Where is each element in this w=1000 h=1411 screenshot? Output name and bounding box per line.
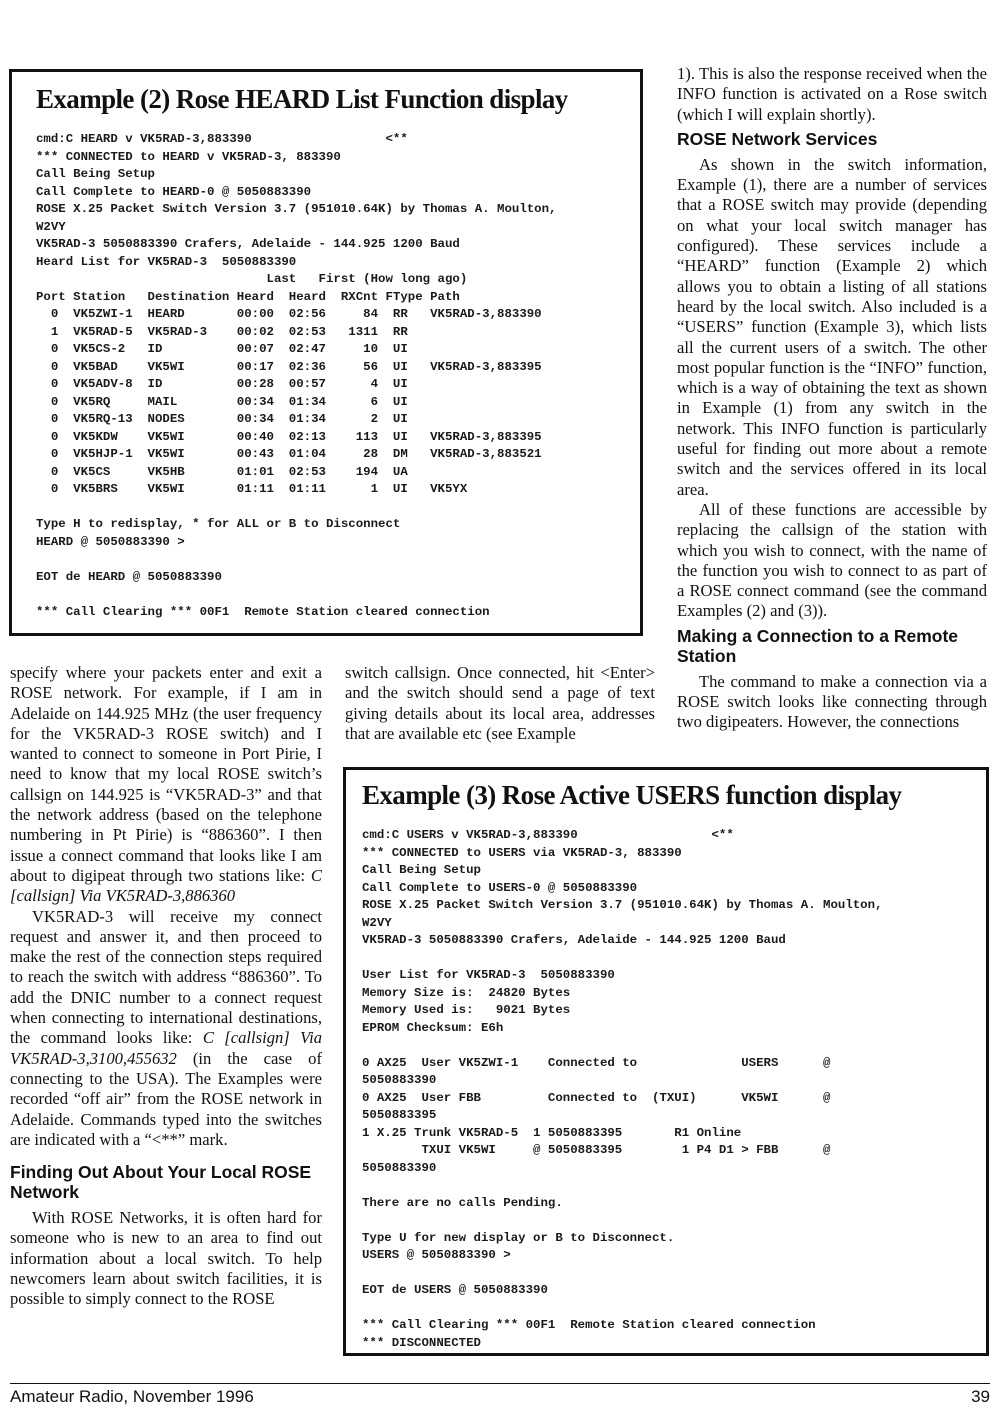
listing-line: 0 VK5HJP-1 VK5WI 00:43 01:04 28 DM VK5RAD-3,883521	[36, 447, 542, 461]
listing-line	[362, 1177, 986, 1195]
listing-line: EOT de USERS @ 5050883390	[362, 1283, 548, 1297]
left-column	[10, 663, 322, 1310]
listing-line: User List for VK5RAD-3 5050883390	[362, 968, 615, 982]
listing-line: VK5RAD-3 5050883390 Crafers, Adelaide - 144.925 1200 Baud	[362, 933, 786, 947]
listing-line: 0 VK5RQ-13 NODES 00:34 01:34 2 UI	[36, 412, 408, 426]
paragraph-text: (in the case of connecting to the USA). The Examples were recorded “off air” from the ROSE network in Adelaide. Commands typed into the switches are indicated with a “<**” mark.	[10, 1048, 322, 1149]
listing-line	[362, 950, 986, 968]
heading-making-a-connection: Making a Connection to a Remote Station	[677, 625, 958, 666]
listing-line: W2VY	[36, 219, 66, 234]
listing-line: 0 VK5BRS VK5WI 01:11 01:11 1 UI VK5YX	[36, 482, 468, 496]
listing-line	[36, 586, 640, 604]
example3-listing	[362, 827, 986, 1352]
paragraph	[10, 663, 322, 907]
command-example: C [callsign] Via VK5RAD-3,886360	[10, 865, 322, 906]
example2-title: Example (2) Rose HEARD List Function display	[36, 84, 568, 114]
listing-line: EPROM Checksum: E6h	[362, 1020, 504, 1035]
listing-line: 0 VK5CS-2 ID 00:07 02:47 10 UI	[36, 342, 408, 356]
listing-line: Call Complete to HEARD-0 @ 5050883390	[36, 184, 312, 199]
listing-line: Memory Size is: 24820 Bytes	[362, 985, 571, 1000]
listing-line: USERS @ 5050883390 >	[362, 1248, 511, 1262]
listing-line: Memory Used is: 9021 Bytes	[362, 1003, 571, 1017]
listing-line: *** Call Clearing *** 00F1 Remote Station cleared connection	[36, 604, 490, 619]
middle-column	[345, 663, 655, 744]
listing-line: cmd:C USERS v VK5RAD-3,883390 <**	[362, 828, 734, 842]
listing-line	[362, 1265, 986, 1283]
listing-line: TXUI VK5WI @ 5050883395 1 P4 D1 > FBB @	[362, 1143, 831, 1157]
listing-line: HEARD @ 5050883390 >	[36, 534, 185, 549]
listing-line: *** CONNECTED to HEARD v VK5RAD-3, 883390	[36, 149, 341, 164]
listing-line: Port Station Destination Heard Heard RXCnt FType Path	[36, 289, 460, 304]
heading-finding-out: Finding Out About Your Local ROSE Network	[10, 1162, 312, 1203]
listing-line: 1 X.25 Trunk VK5RAD-5 1 5050883395 R1 Online	[362, 1125, 742, 1140]
listing-line: Last First (How long ago)	[36, 272, 468, 286]
listing-line	[362, 1212, 986, 1230]
listing-line	[362, 1037, 986, 1055]
listing-line: 0 VK5CS VK5HB 01:01 02:53 194 UA	[36, 464, 408, 479]
listing-line	[362, 1300, 986, 1318]
listing-line	[36, 499, 640, 517]
listing-line: Call Being Setup	[36, 167, 155, 181]
listing-line: 0 VK5ADV-8 ID 00:28 00:57 4 UI	[36, 377, 408, 391]
listing-line: Type H to redisplay, * for ALL or B to Disconnect	[36, 517, 401, 531]
listing-line: Call Complete to USERS-0 @ 5050883390	[362, 880, 638, 895]
listing-line: ROSE X.25 Packet Switch Version 3.7 (951010.64K) by Thomas A. Moulton,	[36, 202, 557, 216]
example2-listing	[36, 131, 640, 621]
listing-line: VK5RAD-3 5050883390 Crafers, Adelaide - 144.925 1200 Baud	[36, 237, 460, 251]
listing-line	[36, 551, 640, 569]
page-number: 39	[971, 1387, 990, 1406]
listing-line: Call Being Setup	[362, 863, 481, 877]
listing-line: *** DISCONNECTED	[362, 1335, 481, 1350]
listing-line: *** Call Clearing *** 00F1 Remote Station cleared connection	[362, 1318, 816, 1332]
listing-line: 0 VK5RQ MAIL 00:34 01:34 6 UI	[36, 394, 408, 409]
paragraph-text: VK5RAD-3 will receive my connect request and answer it, and then proceed to make the rest of the connection steps required to reach the switch with address “886360”. To add the DNIC number to a connect request when connecting to international destinations, the command looks like:	[10, 906, 322, 1048]
example3-box	[343, 767, 989, 1356]
paragraph-text: specify where your packets enter and exit a ROSE network. For example, if I am in Adelaide on 144.925 MHz (the user frequency for the VK5RAD-3 ROSE switch) and I wanted to connect to someone in Port Pirie, I need to know that my local ROSE switch’s callsign on 144.925 is “VK5RAD-3” and that the network address (based on the telephone numbering in Pt Pirie) is “886360”. I then issue a connect command that looks like I am about to digipeat through two stations like:	[10, 663, 322, 885]
listing-line: cmd:C HEARD v VK5RAD-3,883390 <**	[36, 132, 408, 146]
page-footer	[10, 1383, 990, 1407]
paragraph: The command to make a connection via a ROSE switch looks like connecting through two digipeaters. However, the connections	[677, 671, 987, 732]
listing-line: 5050883390	[362, 1160, 437, 1175]
paragraph	[10, 907, 322, 1151]
paragraph: As shown in the switch information, Example (1), there are a number of services that a ROSE switch may provide (depending on what your local switch manager has configured). These services include a “HEARD” function (Example 2) which allows you to obtain a listing of all stations heard by the local switch. Also included is a “USERS” function (Example 3), which lists all the current users of a switch. The other most popular function is the “INFO” function, which is a way of obtaining the text as shown in Example (1) from any switch in the network. This INFO function is particularly useful for finding out more about a remote switch and the services offered in its local area.	[677, 154, 987, 499]
paragraph: All of these functions are accessible by replacing the callsign of the station with which you wish to connect, with the name of the function you wish to connect to as part of a ROSE connect command (see the command Examples (2) and (3)).	[677, 499, 987, 621]
example3-title: Example (3) Rose Active USERS function display	[362, 780, 902, 810]
heading-rose-network-services: ROSE Network Services	[677, 128, 878, 149]
right-column-top	[677, 64, 987, 733]
listing-line: Heard List for VK5RAD-3 5050883390	[36, 254, 297, 269]
example2-box	[9, 69, 643, 636]
listing-line: 1 VK5RAD-5 VK5RAD-3 00:02 02:53 1311 RR	[36, 324, 408, 339]
listing-line: 0 AX25 User VK5ZWI-1 Connected to USERS @	[362, 1055, 831, 1070]
paragraph: switch callsign. Once connected, hit <Enter> and the switch should send a page of text giving details about its local area, addresses that are available etc (see Example	[345, 663, 655, 743]
listing-line: EOT de HEARD @ 5050883390	[36, 569, 222, 584]
paragraph: With ROSE Networks, it is often hard for someone who is new to an area to find out information about a local switch. To help newcomers learn about switch facilities, it is possible to simply connect to the ROSE	[10, 1208, 322, 1309]
command-example: C [callsign] Via VK5RAD-3,3100,455632	[10, 1028, 322, 1068]
listing-line: 0 VK5ZWI-1 HEARD 00:00 02:56 84 RR VK5RAD-3,883390	[36, 307, 542, 321]
listing-line: 5050883390	[362, 1073, 437, 1087]
publication-info: Amateur Radio, November 1996	[10, 1387, 254, 1406]
listing-line: 0 VK5KDW VK5WI 00:40 02:13 113 UI VK5RAD-3,883395	[36, 429, 542, 444]
listing-line: W2VY	[362, 915, 392, 930]
listing-line: 0 AX25 User FBB Connected to (TXUI) VK5WI @	[362, 1090, 831, 1105]
listing-line: Type U for new display or B to Disconnect.	[362, 1230, 675, 1245]
paragraph: 1). This is also the response received when the INFO function is activated on a Rose switch (which I will explain shortly).	[677, 64, 987, 124]
listing-line: ROSE X.25 Packet Switch Version 3.7 (951010.64K) by Thomas A. Moulton,	[362, 898, 883, 912]
listing-line: 5050883395	[362, 1108, 437, 1122]
listing-line: There are no calls Pending.	[362, 1195, 563, 1210]
listing-line: 0 VK5BAD VK5WI 00:17 02:36 56 UI VK5RAD-3,883395	[36, 359, 542, 374]
listing-line: *** CONNECTED to USERS via VK5RAD-3, 883390	[362, 845, 682, 860]
